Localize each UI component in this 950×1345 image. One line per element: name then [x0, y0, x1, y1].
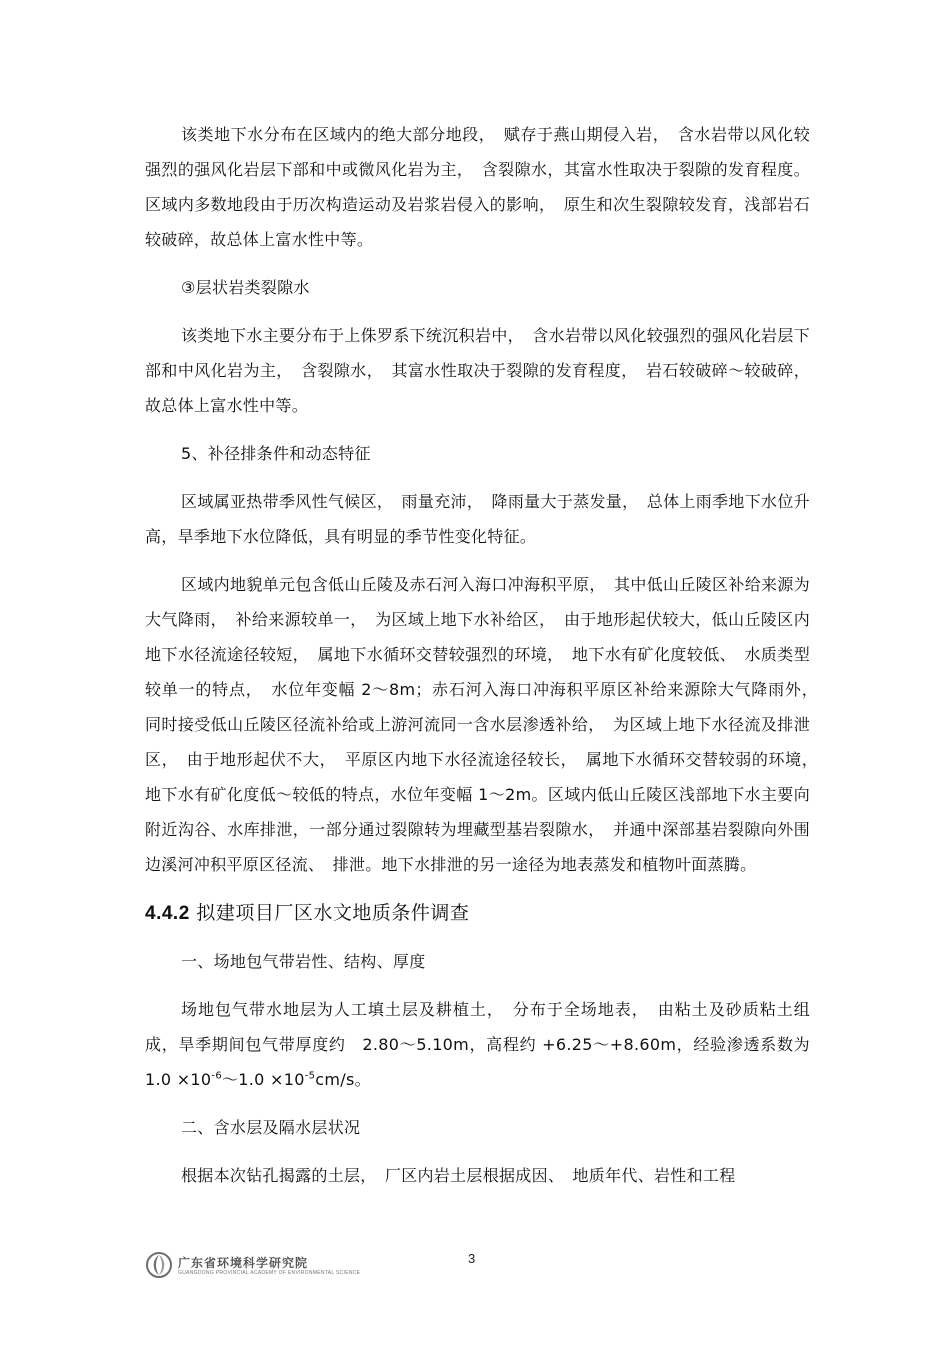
vadose-text-b: ～1.0 ×10	[221, 1070, 305, 1089]
paragraph-landform-recharge: 区域内地貌单元包含低山丘陵及赤石河入海口冲海积平原， 其中低山丘陵区补给来源为大气降雨， 补给来源较单一， 为区域上地下水补给区， 由于地形起伏较大，低山丘陵区内地下水径流途径较短， 属地下水循环交替较强烈的环境， 地下水有矿化度较低、 水质类型较单一的特点， 水位年变幅 2～8m；赤石河入海口冲海积平原区补给来源除大气降雨外， 同时接受低山丘陵区径流补给或上游河流同一含水层渗透补给， 为区域上地下水径流及排泄区， 由于地形起伏不大， 平原区内地下水径流途径较长， 属地下水循环交替较弱的环境， 地下水有矿化度低～较低的特点，水位年变幅 1～2m。区域内低山丘陵区浅部地下水主要向附近沟谷、水库排泄，一部分通过裂隙转为埋藏型基岩裂隙水， 并通中深部基岩裂隙向外围边溪河冲积平原区径流、 排泄。地下水排泄的另一途径为地表蒸发和植物叶面蒸腾。	[145, 575, 827, 874]
subheading-recharge-conditions: 5、补径排条件和动态特征	[181, 444, 371, 463]
page-content	[145, 117, 827, 1206]
vadose-text-c: cm/s。	[315, 1070, 371, 1089]
section-title: 拟建项目厂区水文地质条件调查	[196, 902, 470, 924]
institute-logo-icon	[146, 1252, 172, 1278]
section-number: 4.4.2	[145, 903, 190, 924]
institute-logo	[146, 1252, 361, 1282]
exponent-2: -5	[304, 1070, 316, 1082]
paragraph-vadose-zone	[145, 992, 810, 1097]
section-heading	[145, 895, 810, 932]
paragraph-aquifer-status: 根据本次钻孔揭露的土层， 厂区内岩土层根据成因、 地质年代、岩性和工程	[181, 1166, 736, 1185]
paragraph-climate: 区域属亚热带季风性气候区， 雨量充沛， 降雨量大于蒸发量， 总体上雨季地下水位升高，旱季地下水位降低，具有明显的季节性变化特征。	[145, 492, 810, 546]
paragraph-layered-rock-water: 该类地下水主要分布于上侏罗系下统沉积岩中， 含水岩带以风化较强烈的强风化岩层下部和中风化岩为主， 含裂隙水， 其富水性取决于裂隙的发育程度， 岩石较破碎～较破碎，故总体上富水性中等。	[145, 326, 810, 415]
vadose-text-a: 场地包气带水地层为人工填土层及耕植土， 分布于全场地表， 由粘土及砂质粘土组成，旱季期间包气带厚度约 2.80～5.10m，高程约 +6.25～+8.60m，经验渗透系数为 1.0 ×10	[145, 1000, 810, 1089]
paragraph-granite-fissure-water: 该类地下水分布在区域内的绝大部分地段， 赋存于燕山期侵入岩， 含水岩带以风化较强烈的强风化岩层下部和中或微风化岩为主， 含裂隙水，其富水性取决于裂隙的发育程度。区域内多数地段由于历次构造运动及岩浆岩侵入的影响， 原生和次生裂隙较发育，浅部岩石较破碎，故总体上富水性中等。	[145, 125, 810, 249]
page-footer	[0, 1240, 950, 1300]
institute-name-en: GUANGDONG PROVINCIAL ACADEMY OF ENVIRONMENTAL SCIENCE	[178, 1270, 361, 1276]
subheading-aquifer-status: 二、含水层及隔水层状况	[181, 1118, 361, 1137]
page-number: 3	[468, 1251, 476, 1266]
institute-name: 广东省环境科学研究院	[178, 1256, 309, 1270]
subheading-layered-rock-water: ③层状岩类裂隙水	[181, 278, 310, 297]
subheading-vadose-zone: 一、场地包气带岩性、结构、厚度	[181, 952, 426, 971]
exponent-1: -6	[211, 1070, 222, 1082]
